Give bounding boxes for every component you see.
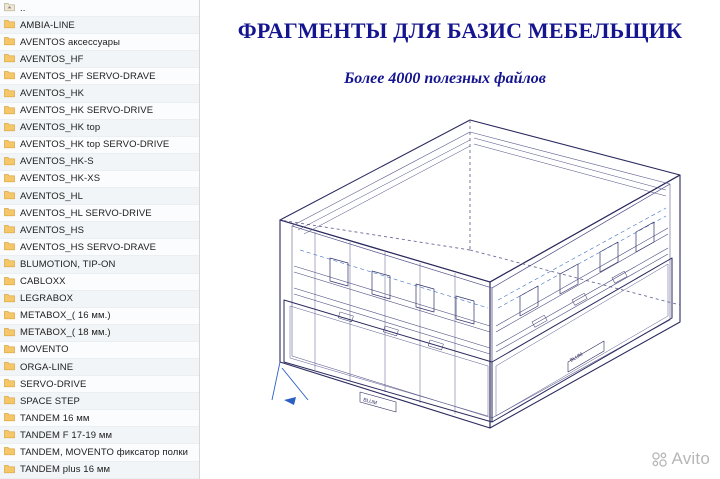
svg-text:BLUM: BLUM: [362, 397, 378, 407]
folder-icon: [4, 464, 15, 476]
file-list-item-label: TANDEM 16 мм: [20, 412, 90, 424]
file-list-item[interactable]: [0, 171, 199, 188]
folder-icon: [4, 412, 15, 424]
folder-icon: [4, 276, 15, 288]
file-list-item-label: AVENTOS_HK-S: [20, 156, 94, 168]
file-list-item[interactable]: [0, 0, 199, 17]
file-list-item-label: TANDEM F 17-19 мм: [20, 429, 113, 441]
file-list-item-label: TANDEM, MOVENTO фиксатор полки: [20, 446, 189, 458]
file-list-item[interactable]: [0, 154, 199, 171]
watermark: [651, 449, 711, 469]
folder-icon: [4, 156, 15, 168]
file-list-item-label: AVENTOS_HK top: [20, 122, 101, 134]
file-list-item[interactable]: [0, 291, 199, 308]
file-list-item[interactable]: [0, 188, 199, 205]
folder-icon: [4, 53, 15, 65]
file-list-item[interactable]: [0, 325, 199, 342]
file-list-item[interactable]: [0, 393, 199, 410]
folder-icon: [4, 310, 15, 322]
file-list-item-label: CABLOXX: [20, 276, 66, 288]
file-list-item-label: SPACE STEP: [20, 395, 80, 407]
file-list-item-label: AVENTOS_HF SERVO-DRAVE: [20, 70, 156, 82]
file-list-item-label: AVENTOS аксессуары: [20, 36, 121, 48]
avito-logo-icon: [651, 451, 668, 468]
folder-icon: [4, 241, 15, 253]
folder-icon: [4, 344, 15, 356]
file-list-item[interactable]: [0, 308, 199, 325]
file-list-item[interactable]: [0, 85, 199, 102]
folder-icon: [4, 293, 15, 305]
folder-icon: [4, 395, 15, 407]
file-list-item[interactable]: [0, 342, 199, 359]
folder-icon: [4, 105, 15, 117]
file-list-item[interactable]: [0, 359, 199, 376]
folder-icon: [4, 327, 15, 339]
file-list-item[interactable]: [0, 34, 199, 51]
page-title: ФРАГМЕНТЫ ДЛЯ БАЗИС МЕБЕЛЬЩИК: [237, 18, 683, 43]
file-list-item[interactable]: [0, 103, 199, 120]
file-list-item[interactable]: [0, 222, 199, 239]
folder-icon: [4, 429, 15, 441]
file-list-item-label: BLUMOTION, TIP-ON: [20, 258, 116, 270]
file-list-item-label: AVENTOS_HK-XS: [20, 173, 101, 185]
file-list-item-label: AVENTOS_HS: [20, 224, 85, 236]
file-list-item-label: SERVO-DRIVE: [20, 378, 87, 390]
svg-text:BLUM: BLUM: [569, 351, 585, 364]
file-list-item-label: AVENTOS_HK top SERVO-DRIVE: [20, 139, 170, 151]
file-list-item-label: AVENTOS_HS SERVO-DRAVE: [20, 241, 157, 253]
cabinet-drawing: [220, 100, 710, 440]
file-list-item-label: AVENTOS_HL: [20, 190, 83, 202]
file-list-item[interactable]: [0, 120, 199, 137]
file-list-item-label: METABOX_( 16 мм.): [20, 310, 111, 322]
folder-icon: [4, 122, 15, 134]
file-list-item-label: ..: [20, 2, 26, 14]
file-list-item[interactable]: [0, 444, 199, 461]
file-list-item[interactable]: [0, 137, 199, 154]
folder-icon: [4, 70, 15, 82]
file-list-item-label: AVENTOS_HK: [20, 88, 85, 100]
file-list-item[interactable]: [0, 51, 199, 68]
file-list-item-label: AVENTOS_HL SERVO-DRIVE: [20, 207, 152, 219]
file-list-item[interactable]: [0, 410, 199, 427]
folder-icon: [4, 207, 15, 219]
file-list-item[interactable]: [0, 256, 199, 273]
file-list-panel[interactable]: [0, 0, 200, 479]
folder-icon: [4, 36, 15, 48]
page-subtitle: Более 4000 полезных файлов: [344, 70, 546, 87]
folder-icon: [4, 190, 15, 202]
file-list-item[interactable]: [0, 427, 199, 444]
file-list-item[interactable]: [0, 239, 199, 256]
file-list-item-label: METABOX_( 18 мм.): [20, 327, 111, 339]
file-list-item[interactable]: [0, 68, 199, 85]
folder-icon: [4, 173, 15, 185]
file-list-item-label: AVENTOS_HK SERVO-DRIVE: [20, 105, 154, 117]
file-list-item[interactable]: [0, 462, 199, 479]
file-list-item-label: AVENTOS_HF: [20, 53, 84, 65]
folder-icon: [4, 446, 15, 458]
folder-up-icon: [4, 2, 15, 14]
folder-icon: [4, 139, 15, 151]
folder-icon: [4, 258, 15, 270]
file-list-item[interactable]: [0, 17, 199, 34]
file-list-item[interactable]: [0, 376, 199, 393]
file-list-item[interactable]: [0, 205, 199, 222]
file-list-item-label: TANDEM plus 16 мм: [20, 464, 111, 476]
file-list-item-label: AMBIA-LINE: [20, 19, 75, 31]
file-list-item-label: ORGA-LINE: [20, 361, 74, 373]
folder-icon: [4, 224, 15, 236]
folder-icon: [4, 378, 15, 390]
watermark-label: Avito: [671, 449, 710, 468]
folder-icon: [4, 361, 15, 373]
file-list-item-label: LEGRABOX: [20, 293, 74, 305]
folder-icon: [4, 88, 15, 100]
folder-icon: [4, 19, 15, 31]
promo-content: [200, 0, 720, 479]
file-list-item-label: MOVENTO: [20, 344, 69, 356]
file-list-item[interactable]: [0, 274, 199, 291]
